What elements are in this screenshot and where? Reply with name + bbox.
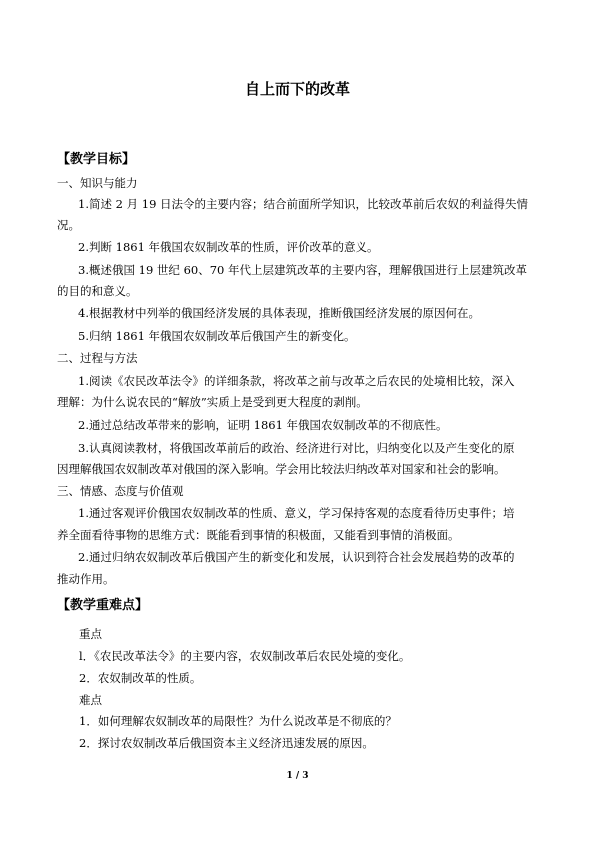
paragraph-line: 1.简述 2 月 19 日法令的主要内容；结合前面所学知识，比较改革前后农奴的利益得失情 bbox=[78, 197, 529, 211]
label-key-point: 重点 bbox=[79, 627, 102, 641]
list-item: 2．农奴制改革的性质。 bbox=[79, 671, 202, 685]
section-heading-key-points: 【教学重难点】 bbox=[57, 598, 149, 613]
list-item: 1．如何理解农奴制改革的局限性？为什么说改革是不彻底的？ bbox=[79, 714, 397, 728]
subheading-process: 二、过程与方法 bbox=[57, 351, 138, 365]
paragraph-line: 4.根据教材中列举的俄国经济发展的具体表现，推断俄国经济发展的原因何在。 bbox=[78, 306, 480, 320]
paragraph-line: 因理解俄国农奴制改革对俄国的深入影响。学会用比较法归纳改革对国家和社会的影响。 bbox=[57, 462, 506, 476]
paragraph-line: 的目的和意义。 bbox=[57, 284, 138, 298]
subheading-knowledge: 一、知识与能力 bbox=[57, 176, 138, 190]
paragraph-line: 理解：为什么说农民的“解放”实质上是受到更大程度的剥削。 bbox=[57, 395, 368, 409]
label-difficulty: 难点 bbox=[79, 693, 102, 707]
paragraph-line: 1.通过客观评价俄国农奴制改革的性质、意义，学习保持客观的态度看待历史事件；培 bbox=[78, 506, 515, 520]
section-heading-goals: 【教学目标】 bbox=[57, 152, 136, 167]
paragraph-line: 3.概述俄国 19 世纪 60、70 年代上层建筑改革的主要内容，理解俄国进行上层建筑改革 bbox=[78, 263, 527, 277]
list-item: l．《农民改革法令》的主要内容，农奴制改革后农民处境的变化。 bbox=[79, 649, 411, 663]
list-item: 2．探讨农奴制改革后俄国资本主义经济迅速发展的原因。 bbox=[79, 736, 374, 750]
page-title: 自上而下的改革 bbox=[244, 80, 350, 98]
paragraph-line: 1.阅读《农民改革法令》的详细条款，将改革之前与改革之后农民的处境相比较，深入 bbox=[78, 374, 515, 388]
page-number: 1 / 3 bbox=[286, 771, 309, 781]
paragraph-line: 2.通过归纳农奴制改革后俄国产生的新变化和发展，认识到符合社会发展趋势的改革的 bbox=[78, 550, 515, 564]
paragraph-line: 5.归纳 1861 年俄国农奴制改革后俄国产生的新变化。 bbox=[78, 329, 356, 343]
paragraph-line: 养全面看待事物的思维方式：既能看到事情的积极面，又能看到事情的消极面。 bbox=[57, 528, 460, 542]
subheading-values: 三、情感、态度与价值观 bbox=[57, 484, 184, 498]
paragraph-line: 推动作用。 bbox=[57, 572, 115, 586]
paragraph-line: 2.判断 1861 年俄国农奴制改革的性质，评价改革的意义。 bbox=[78, 240, 379, 254]
paragraph-line: 3.认真阅读教材，将俄国改革前后的政治、经济进行对比，归纳变化以及产生变化的原 bbox=[78, 441, 515, 455]
paragraph-line: 况。 bbox=[57, 218, 80, 232]
paragraph-line: 2.通过总结改革带来的影响，证明 1861 年俄国农奴制改革的不彻底性。 bbox=[78, 418, 448, 432]
